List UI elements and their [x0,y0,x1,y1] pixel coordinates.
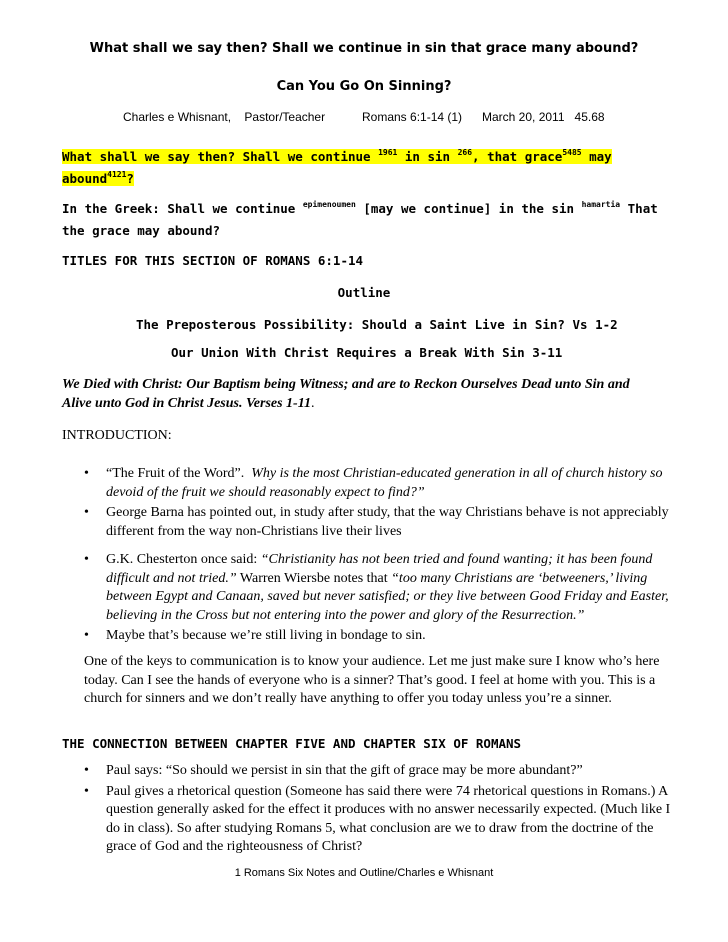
strongs-number: 5485 [562,148,582,157]
bullet-text: Warren Wiersbe notes that [236,570,392,586]
bullet-text: “The Fruit of the Word”. [106,466,245,481]
bullet-italic: “Christianity has not been tried and found wanting; it has been found difficult and not tried.” [106,552,653,586]
verse-line-2 [62,171,134,186]
greek-word: epimenoumen [302,200,356,209]
introduction-paragraph: One of the keys to communication is to know your audience. Let me just make sure I know who’s here today. Can I see the hands of everyone who is a sinner? That’s good. I feel at home with you. This is a church for sinners and we don’t really have anything to offer you today unless you’re a sinner. [84,654,660,706]
introduction-heading: INTRODUCTION: [62,428,172,443]
connection-bullets [84,762,684,857]
outline-label: Outline [337,285,391,300]
greek-text: In the Greek: Shall we continue [62,201,303,216]
verse-text: abound [62,171,108,186]
strongs-number: 266 [457,148,473,157]
outline-point-2: Our Union With Christ Requires a Break With Sin 3-11 [171,345,563,360]
verse-line-1 [62,149,612,164]
list-item [84,783,684,857]
list-item [84,504,684,541]
author-name [123,110,325,124]
connection-heading: THE CONNECTION BETWEEN CHAPTER FIVE AND CHAPTER SIX OF ROMANS [62,736,522,751]
strongs-number: 4121 [107,170,127,179]
bullet-text: Maybe that’s because we’re still living in bondage to sin. [106,628,426,643]
page-subtitle: Can You Go On Sinning? [276,79,452,94]
strongs-number: 1961 [378,148,398,157]
outline-point-1: The Preposterous Possibility: Should a Saint Live in Sin? Vs 1-2 [136,317,618,332]
page-footer: 1 Romans Six Notes and Outline/Charles e Whisnant [234,867,494,879]
verse-text: in sin [397,149,458,164]
verse-highlight [62,171,134,186]
list-item [84,551,684,625]
page-title: What shall we say then? Shall we continue in sin that grace many abound? [89,41,639,56]
sermon-date [482,110,605,124]
greek-text: [may we continue] in the sin [355,201,582,216]
date: March 20, 2011 [482,110,565,124]
verse-highlight [62,149,612,164]
sermon-number: 45.68 [574,110,605,124]
bullet-italic: Why is the most Christian-educated generation in all of church history so devoid of the fruit we should reasonably expect to find?” [106,466,663,500]
bullet-text: Paul gives a rhetorical question (Someone has said there were 74 rhetorical questions in Romans.) A question generally asked for the effect it produces with no answer necessarily expected. (Much like I do in class). So after studying Romans 5, what conclusion are we to draw from the doctrine of the grace of God and the righteousness of Christ? [106,783,671,854]
summary-period: . [310,396,315,411]
author: Charles e Whisnant, [123,110,232,124]
list-item [84,762,684,781]
titles-heading: TITLES FOR THIS SECTION OF ROMANS 6:1-14 [62,253,364,268]
bullet-text: G.K. Chesterton once said: [106,552,261,567]
verse-text: What shall we say then? Shall we continue [62,149,379,164]
summary-line-2 [62,396,314,412]
bullet-text: Paul says: “So should we persist in sin that the gift of grace may be more abundant?” [106,763,583,778]
bullet-italic: “too many Christians are ‘betweeners,’ living between Egypt and Canaan, saved but never satisfied; or they live between Good Friday and Easter, believing in the Cross but not entering into the power and glory of the Resurrection.” [106,570,669,623]
verse-text: ? [126,171,134,186]
summary-line-1: We Died with Christ: Our Baptism being Witness; and are to Reckon Ourselves Dead unto Sin and [62,377,630,392]
summary-text: Alive unto God in Christ Jesus. Verses 1-11 [62,396,311,411]
list-item [84,627,684,646]
bullet-text: George Barna has pointed out, in study after study, that the way Christians behave is not appreciably different from the way non-Christians live their lives [106,505,669,539]
verse-text: may [581,149,612,164]
scripture-reference: Romans 6:1-14 (1) [362,110,463,124]
author-role: Pastor/Teacher [244,110,326,124]
greek-line-2: the grace may abound? [62,223,221,238]
greek-text: That [620,201,658,216]
greek-word: hamartia [581,200,621,209]
introduction-bullets [84,465,684,646]
list-item [84,465,684,502]
verse-text: , that grace [472,149,563,164]
greek-line-1 [62,201,658,216]
